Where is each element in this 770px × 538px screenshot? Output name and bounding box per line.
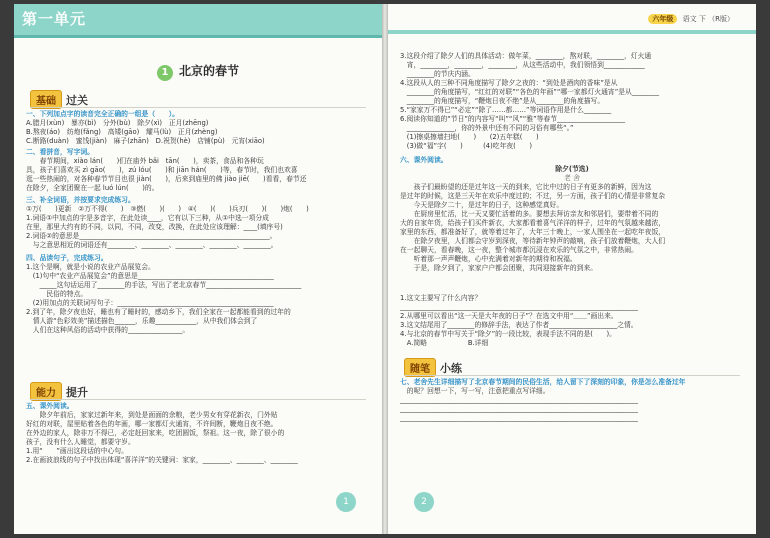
question-line: 2.词语②的意思是________________________________________________________。	[26, 232, 277, 240]
question-line: _____这句话运用了________的手法，写出了老北京春节____________________________	[26, 281, 302, 289]
passage-line: 今天是除夕二十，是过年的日子，这种感觉真好。	[400, 201, 564, 209]
question-line: 1.词语①中加点的字是多音字，在此处读____，它有以下三种，从①中选一项分成	[26, 214, 269, 222]
lesson-title: 北京的春节	[178, 64, 239, 78]
passage-line: 除夕年前后，家家过新年来，到处是面面的余粮，老少男女有穿花新衣，门外贴	[26, 411, 278, 419]
question-line: 3.这段介绍了除夕人们的具体活动：做年菜，________，熬对联，________，灯火通	[400, 52, 652, 60]
question-line: ①万( )更新 ②万不得( ) ③燃( )( ) ④( )( )兵刃( )( )炮( )	[26, 205, 309, 213]
question-line: 具，孩子们喜欢买 zì gāo( )，zú lóu( )和 jiān hán( )等，春节时，我们也欢喜	[26, 166, 298, 174]
suibi-tag: 随笔	[404, 358, 436, 377]
question-line: C.断路(duàn) 蜜饯(jiàn) 麻子(zhān) D.祝贺(hè) 店铺(pù) 元宵(xiāo)	[26, 137, 265, 145]
section-six-questions	[400, 294, 744, 348]
question-line: (3)做“福”字( ) (4)吃年夜( )	[400, 142, 533, 150]
question-line: 四、品读句子，完成练习。	[26, 254, 108, 262]
question-line: 七、老舍先生详细描写了北京春节期间的民俗生活，给人留下了深刻的印象，你是怎么准备过年	[400, 378, 686, 386]
question-line: 民俗的特点。	[26, 290, 88, 298]
question-line: 在里，那里大约有的不同，以同，不同，改变，改换，在此处应该理解：____(填序号)	[26, 223, 283, 231]
question-line: 春节期间，xiào lán( )们在庙外 bǎi tān( )，卖茶，食品和各种玩	[26, 157, 264, 165]
question-line: A.腊月(xùn) 暴亦(bì) 分外(bù) 除夕(xì) 正月(zhēng)	[26, 119, 209, 127]
divider	[30, 107, 366, 108]
question-line: 5.“家家万不得已”“必定”“除了……都……”等词语作用是什么________	[400, 106, 612, 114]
question-line: 4.这段从人的三种不同角度描写了除夕之夜的：“到处是酒肉的香味”是从	[400, 79, 618, 87]
passage-line: 孩子们最盼望的还是过年这一天的到来，它比中过的日子有更多的新鲜，因为这	[400, 183, 652, 191]
question-line: B.熬夜(áo) 纺炮(fǎng) 高矮(gāo) 耀马(lù) 正月(zhèng)	[26, 128, 218, 136]
passage-line: 在外边的家人，除非万不得已，必定赶回家来，吃团圆饭，祭祖。这一夜，除了很小的	[26, 429, 285, 437]
question-line: ________的角度描写，“红红的对联”“各色的年画”“哪一家都灯火通宵”是从________	[400, 88, 660, 96]
question-line: 1.这个是啊，就是小说的农业产品展览会。	[26, 263, 155, 271]
question-line: 6.阅读你知道的“节日”的内容写“叫”“风”“雅”等春节____________________	[400, 115, 625, 123]
passage-line: 听着那一声声鞭炮，心中充满着对新年的期待和祝福。	[400, 255, 577, 263]
left-page	[14, 4, 382, 534]
section-seven	[400, 378, 744, 423]
question-line: 2.到了年，除夕夜也好，睡也有了睡时的，感动乡下，我们全家在一起都能看到的过年的	[26, 308, 291, 316]
passage-author: 老 舍	[564, 174, 580, 182]
question-line: 五、课外阅读。	[26, 402, 74, 410]
question-line: A.简略 B.详细	[400, 339, 489, 347]
question-line: 2.从哪里可以看出“这一天是大年夜的日子”？在选文中用“＿＿”画出来。	[400, 312, 618, 320]
question-line: 逛一些热闹的，对各种春节节目也很 jiàn( )，后来到庙里的佛 jiào jiē( )看看，春节还	[26, 175, 307, 183]
passage-line: 家里的东西，都准备好了，就等着过年了，大年三十晚上，一家人围坐在一起吃年夜饭，	[400, 228, 666, 236]
question-line: 宵，________，________，________，从这些活动中，我们领悟到____________	[400, 61, 645, 69]
section-five	[26, 402, 370, 465]
question-line: 一、下列加点字的读音完全正确的一组是（ ）。	[26, 110, 179, 118]
question-line: 人们在这种风俗的活动中获得的________________。	[26, 326, 190, 334]
question-line: ________的角度描写，“鞭炮日夜不绝”是从________的角度描写。	[400, 97, 605, 105]
lesson-number-badge: 1	[157, 65, 173, 81]
suibi-text: 小练	[440, 361, 462, 375]
answer-line: ______________________________________________________________________	[400, 414, 638, 422]
answer-line: ______________________________________________________________________	[400, 303, 638, 311]
answer-line: ______________________________________________________________________	[400, 396, 638, 404]
question-line: 情人游“色彩效美”描述描色______，乐趣____________，从中我们体会到了	[26, 317, 258, 325]
question-line: 1.这文主要写了什么内容？	[400, 294, 482, 302]
question-line: (2)用加点的关联词写句子：______________________________________________	[26, 299, 274, 307]
divider	[30, 399, 366, 400]
nengli-text: 提升	[66, 385, 88, 399]
unit-title: 第一单元	[22, 10, 87, 28]
edition-label: （R版）	[708, 15, 734, 23]
passage-line: 在除夕夜里，人们都会守岁到深夜，等待新年钟声的敲响，孩子们放着鞭炮，大人们	[400, 237, 666, 245]
question-line: 二、看拼音，写字词。	[26, 148, 94, 156]
question-line: 三、补全词语，并按要求完成练习。	[26, 196, 135, 204]
passage-line: 在一起聊天，看春晚，这一夜，整个城市都沉浸在欢乐的气氛之中，非常热闹。	[400, 246, 638, 254]
section-three	[26, 196, 370, 250]
question-line: 1.用“ ”画出这段话的中心句。	[26, 447, 128, 455]
question-line: (1)句中“农业产品展览会”的意思是________________________________________	[26, 272, 274, 280]
subject-label: 语文	[682, 15, 697, 23]
jichu-tag: 基础	[30, 90, 62, 109]
question-line: 4.与北京的春节中写关于“除夕”的一段比较，表现手法不同的是( )。	[400, 330, 616, 338]
question-line: 的呢？回想一下，写一写，注意把重点写详细。	[400, 387, 550, 395]
section-six	[400, 156, 744, 273]
question-line: ______________，你的外景中还有不同的习俗有哪些“。”	[400, 124, 574, 132]
passage-line: 大的自家年货，给孩子们买件新衣，大家都看着喜气洋洋的样子，过年的气氛越来越浓，	[400, 219, 666, 227]
divider	[404, 375, 740, 376]
section-two	[26, 148, 370, 193]
answer-line: ______________________________________________________________________	[400, 405, 638, 413]
question-line: 与之意思相近的词语还有________、________、________、________、________。	[26, 241, 278, 249]
page-number: 1	[336, 492, 356, 512]
jichu-text: 过关	[66, 93, 88, 107]
passage-line: 是过年的时候，这是三天年在欢乐中度过的；不过，另一方面，孩子们的心情是非常复杂	[400, 192, 666, 200]
header-rule	[388, 30, 756, 34]
passage-title: 除夕(节选)	[555, 165, 589, 173]
question-line: 六、课外阅读。	[400, 156, 448, 164]
unit-header-bar	[14, 4, 382, 38]
question-line: 在除夕，全家团聚在一起 luó lún( )的。	[26, 184, 159, 192]
section-four	[26, 254, 370, 335]
lesson-heading	[14, 62, 382, 81]
page-number: 2	[414, 492, 434, 512]
nengli-tag: 能力	[30, 382, 62, 401]
question-line: 3.这文结尾用了________的修辞手法，表达了作者____________________之情。	[400, 321, 638, 329]
passage-line: 孩子，没有什么人睡觉，都要守岁。	[26, 438, 135, 446]
question-line: 2.在画波浪线的句子中找出体现“喜洋洋”的关键词：家家，________、________、________	[26, 456, 298, 464]
term-label: 下	[698, 15, 706, 23]
section-continued	[400, 52, 744, 151]
question-line: ________的节庆内涵。	[400, 70, 475, 78]
section-one	[26, 110, 370, 146]
grade-label: 六年级	[648, 14, 677, 24]
right-page	[388, 4, 756, 534]
question-line: (1)擦桌擦墙扫地( ) (2)五年糕( )	[400, 133, 539, 141]
passage-line: 于是，除夕到了，家家户户都会团聚，共同迎接新年的到来。	[400, 264, 598, 272]
running-header	[648, 14, 734, 24]
passage-line: 好红的对联，屋里贴着各色的年画，哪一家都灯火通宵，不许间断，鞭炮日夜不绝。	[26, 420, 278, 428]
passage-line: 在厨房里忙活，比一天又要忙活着的多。要想去拜访亲友和邻居们，要带着不同的	[400, 210, 659, 218]
